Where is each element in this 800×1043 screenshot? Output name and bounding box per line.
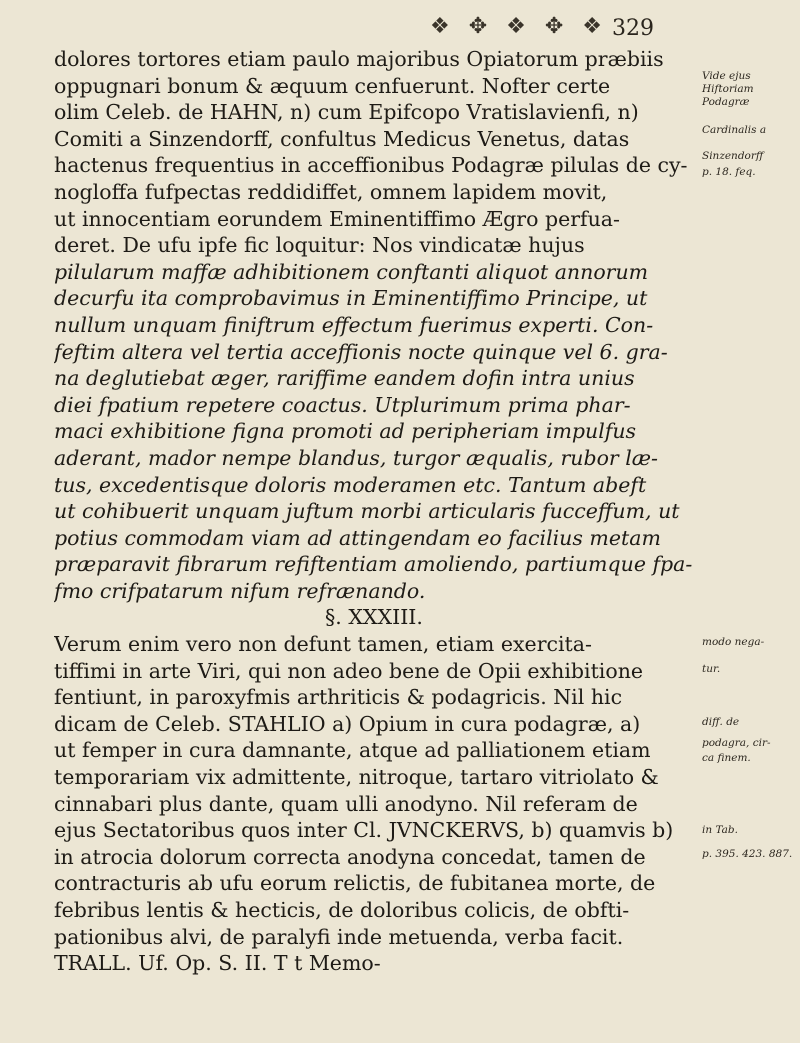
quoted-line: na deglutiebat æger, rariffime eandem dofin intra unius <box>54 366 635 391</box>
margin-note: Sinzendorff <box>702 150 764 162</box>
section-heading: §. XXXIII. <box>325 605 423 630</box>
text-line: tiffimi in arte Viri, qui non adeo bene de Opii exhibitione <box>54 658 644 683</box>
margin-note: podagra, cir- <box>702 737 771 749</box>
body-text <box>54 46 694 977</box>
text-line: oppugnari bonum & æquum cenfuerunt. Nofter certe <box>54 73 611 98</box>
margin-note: p. 395. 423. 887. <box>702 848 793 860</box>
quoted-line: nullum unquam finiftrum effectum fuerimus experti. Con- <box>54 312 654 337</box>
quoted-line: ut cohibuerit unquam juftum morbi articularis fucceffum, ut <box>54 499 680 524</box>
text-line: cinnabari plus dante, quam ulli anodyno. Nil referam de <box>54 791 638 816</box>
text-line: olim Celeb. de HAHN, n) cum Epifcopo Vratislavienfi, n) <box>54 100 639 125</box>
quoted-line: fmo crifpatarum nifum refrænando. <box>54 578 426 603</box>
margin-note: in Tab. <box>702 824 738 836</box>
quoted-line: aderant, mador nempe blandus, turgor æqualis, rubor læ- <box>54 445 658 470</box>
margin-note: diff. de <box>702 716 740 728</box>
text-line: ut innocentiam eorundem Eminentiffimo Ægro perfua- <box>54 206 620 231</box>
text-line: fentiunt, in paroxyfmis arthriticis & podagricis. Nil hic <box>54 685 623 710</box>
header-ornament-icon: ❖ ✥ ❖ ✥ ❖ <box>430 14 609 39</box>
text-line: febribus lentis & hecticis, de doloribus colicis, de obfti- <box>54 898 630 922</box>
text-line: deret. De ufu ipfe fic loquitur: Nos vindicatæ hujus <box>54 233 585 258</box>
quoted-line: pilularum maffæ adhibitionem conftanti aliquot annorum <box>54 259 649 284</box>
text-line: in atrocia dolorum correcta anodyna concedat, tamen de <box>54 844 646 869</box>
margin-note: p. 18. feq. <box>702 166 756 178</box>
margin-note: Hiftoriam <box>702 83 754 95</box>
quoted-line: potius commodam viam ad attingendam eo facilius metam <box>54 525 661 550</box>
margin-note: tur. <box>702 663 721 675</box>
text-line: dicam de Celeb. STAHLIO a) Opium in cura podagræ, a) <box>54 711 641 736</box>
text-line: dolores tortores etiam paulo majoribus Opiatorum præbiis <box>54 47 664 71</box>
text-line: Verum enim vero non defunt tamen, etiam exercita- <box>54 632 592 657</box>
text-line: contracturis ab ufu eorum relictis, de fubitanea morte, de <box>54 871 656 896</box>
margin-note: Podagræ <box>702 96 750 108</box>
text-line: hactenus frequentius in acceffionibus Podagræ pilulas de cy- <box>54 153 688 178</box>
text-line: Comiti a Sinzendorff, confultus Medicus Venetus, datas <box>54 126 630 151</box>
quoted-line: decurfu ita comprobavimus in Eminentiffimo Principe, ut <box>54 286 648 311</box>
page-header <box>0 14 800 40</box>
text-line: nogloffa fufpectas reddidiffet, omnem lapidem movit, <box>54 179 608 204</box>
margin-note: Cardinalis a <box>702 124 767 136</box>
text-line: pationibus alvi, de paralyfi inde metuenda, verba facit. <box>54 924 624 949</box>
text-line: temporariam vix admittente, nitroque, tartaro vitriolato & <box>54 765 659 790</box>
margin-note: Vide ejus <box>702 70 751 82</box>
quoted-line: maci exhibitione figna promoti ad peripheriam impulfus <box>54 419 637 444</box>
text-line: ejus Sectatoribus quos inter Cl. JVNCKERVS, b) quamvis b) <box>54 818 674 843</box>
quoted-line: præparavit fibrarum refiftentiam amoliendo, partiumque fpa- <box>54 552 693 577</box>
margin-note: ca finem. <box>702 752 751 764</box>
quoted-line: feftim altera vel tertia acceffionis nocte quinque vel 6. gra- <box>54 339 668 364</box>
text-line: ut femper in cura damnante, atque ad palliationem etiam <box>54 738 651 763</box>
quoted-line: tus, excedentisque doloris moderamen etc. Tantum abeft <box>54 472 647 497</box>
page-number: 329 <box>612 16 654 41</box>
margin-note: modo nega- <box>702 636 765 648</box>
quoted-line: diei fpatium repetere coactus. Utplurimum prima phar- <box>54 392 631 417</box>
footer-line: TRALL. Uf. Op. S. II. T t Memo- <box>54 951 381 976</box>
